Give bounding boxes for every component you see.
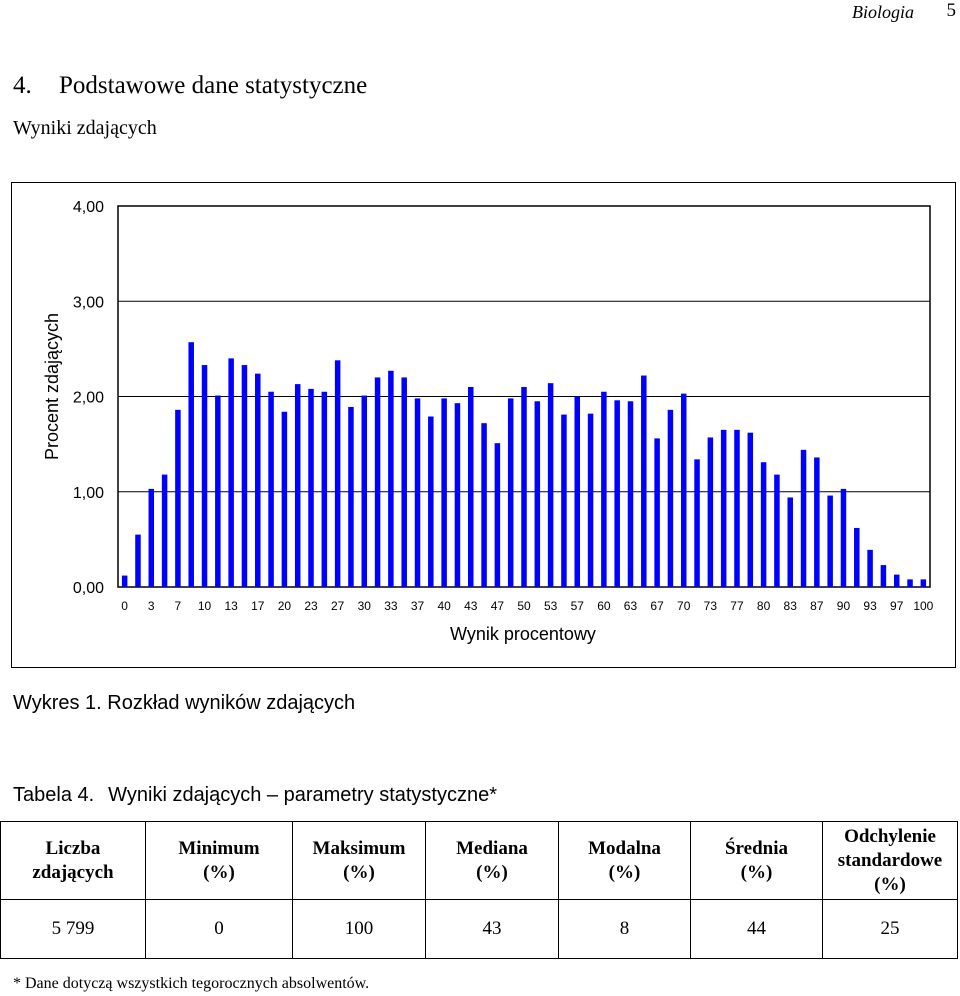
header-minimum: Minimum (%) xyxy=(146,822,293,900)
x-tick-label: 83 xyxy=(783,599,797,613)
x-tick-label: 7 xyxy=(174,599,182,613)
x-tick-label: 50 xyxy=(517,599,531,613)
table-header-row xyxy=(1,822,958,900)
chart-bar xyxy=(881,565,887,587)
value-mean: 44 xyxy=(691,900,823,959)
chart-bar xyxy=(654,438,660,587)
chart-bar xyxy=(415,398,421,587)
table-label: Tabela 4. xyxy=(13,784,95,806)
chart-bar xyxy=(295,384,301,587)
x-tick-label: 3 xyxy=(147,599,155,613)
chart-bar xyxy=(761,462,767,587)
value-minimum: 0 xyxy=(146,900,293,959)
chart-bar xyxy=(548,383,554,587)
header-median: Mediana (%) xyxy=(426,822,559,900)
chart-bar xyxy=(401,377,407,587)
chart-bar xyxy=(335,360,341,587)
chart-bar xyxy=(708,437,714,587)
chart-bar xyxy=(614,400,620,587)
subject-label: Biologia xyxy=(852,2,914,22)
chart-bar xyxy=(175,410,181,587)
header-std-dev: Odchylenie standardowe (%) xyxy=(823,822,958,900)
section-number: 4. xyxy=(13,72,32,99)
x-tick-label: 93 xyxy=(863,599,877,613)
y-tick-label: 3,00 xyxy=(72,294,104,312)
table-row xyxy=(1,900,958,959)
chart-bar xyxy=(468,387,474,587)
chart-bar xyxy=(495,443,501,587)
table-caption-text: Wyniki zdających – parametry statystyczne* xyxy=(108,784,498,806)
chart-bar xyxy=(841,489,847,587)
x-tick-label: 73 xyxy=(703,599,718,613)
x-tick-label: 40 xyxy=(437,599,451,613)
chart-bar xyxy=(867,550,873,587)
chart-bar xyxy=(801,450,807,587)
x-tick-label: 47 xyxy=(490,599,505,613)
chart-bar xyxy=(362,396,368,587)
y-tick-label: 1,00 xyxy=(72,484,104,502)
chart-bar xyxy=(322,392,328,587)
chart-bar xyxy=(282,412,288,587)
y-axis-title: Procent zdających xyxy=(42,312,62,461)
header-count: Liczba zdających xyxy=(1,822,146,900)
chart-bar xyxy=(535,401,541,587)
value-mode: 8 xyxy=(559,900,691,959)
chart-bar xyxy=(375,377,381,587)
chart-bar xyxy=(428,417,434,587)
chart-bar xyxy=(681,394,687,587)
value-maximum: 100 xyxy=(293,900,426,959)
chart-bar xyxy=(135,535,141,587)
chart-bar xyxy=(441,398,447,587)
x-tick-label: 30 xyxy=(357,599,371,613)
chart-bar xyxy=(561,415,567,587)
x-tick-label: 23 xyxy=(304,599,318,613)
x-tick-label: 20 xyxy=(277,599,292,613)
x-axis-title: Wynik procentowy xyxy=(450,624,596,644)
chart-bar xyxy=(588,414,594,587)
footnote: * Dane dotyczą wszystkich tegorocznych absolwentów. xyxy=(13,975,370,992)
chart-bar xyxy=(814,457,820,587)
chart-bar xyxy=(734,430,740,587)
chart-bar xyxy=(854,528,860,587)
chart-bar xyxy=(668,410,674,587)
chart-bar xyxy=(748,433,754,587)
chart-bar xyxy=(694,459,700,587)
chart-bar xyxy=(255,374,261,587)
value-count: 5 799 xyxy=(1,900,146,959)
x-tick-label: 33 xyxy=(384,599,398,613)
x-tick-label: 37 xyxy=(410,599,425,613)
x-tick-label: 87 xyxy=(810,599,824,613)
chart-bar xyxy=(787,497,793,587)
x-tick-label: 63 xyxy=(623,599,638,613)
x-tick-label: 17 xyxy=(251,599,265,613)
x-tick-label: 67 xyxy=(650,599,664,613)
x-tick-label: 53 xyxy=(543,599,558,613)
chart-bar xyxy=(202,365,208,587)
page-number: 5 xyxy=(946,0,956,21)
header-mode: Modalna (%) xyxy=(559,822,691,900)
chart-bar xyxy=(921,579,927,587)
x-tick-label: 97 xyxy=(890,599,904,613)
header-maximum: Maksimum (%) xyxy=(293,822,426,900)
x-tick-label: 70 xyxy=(677,599,691,613)
y-tick-label: 0,00 xyxy=(72,580,104,597)
x-tick-label: 57 xyxy=(570,599,584,613)
chart-bar xyxy=(774,475,780,587)
chart-bar xyxy=(601,392,607,587)
chart-bar xyxy=(481,423,487,587)
value-median: 43 xyxy=(426,900,559,959)
x-tick-label: 13 xyxy=(224,599,238,613)
chart-bar xyxy=(228,358,234,587)
chart-bar xyxy=(521,387,527,587)
chart-bar xyxy=(162,475,168,587)
x-tick-label: 77 xyxy=(730,599,744,613)
chart-bar xyxy=(907,579,913,587)
chart-bar xyxy=(574,397,580,588)
chart-bar xyxy=(348,407,354,587)
x-tick-label: 80 xyxy=(756,599,771,613)
chart-bar xyxy=(308,389,314,587)
chart-bar xyxy=(455,403,461,587)
chart-bar xyxy=(894,575,900,587)
chart-bar xyxy=(188,342,194,587)
table-caption xyxy=(13,784,497,807)
header-mean: Średnia (%) xyxy=(691,822,823,900)
x-tick-label: 100 xyxy=(913,599,934,613)
chart-bar xyxy=(268,392,274,587)
chart-bar xyxy=(215,396,221,587)
x-tick-label: 27 xyxy=(330,599,345,613)
chart-bar xyxy=(242,365,248,587)
chart-bar xyxy=(508,398,514,587)
chart-bar xyxy=(721,430,727,587)
chart-bar xyxy=(149,489,155,587)
chart-bar xyxy=(827,496,833,587)
x-tick-label: 60 xyxy=(597,599,611,613)
x-tick-label: 0 xyxy=(121,599,128,613)
y-tick-label: 4,00 xyxy=(72,199,104,216)
section-title-text: Podstawowe dane statystyczne xyxy=(59,72,368,99)
chart-bar xyxy=(628,401,634,587)
chart-bar xyxy=(641,376,647,587)
subtitle: Wyniki zdających xyxy=(13,117,157,139)
chart-bar xyxy=(388,371,394,587)
statistics-table xyxy=(0,821,958,959)
x-tick-label: 43 xyxy=(464,599,478,613)
x-tick-label: 90 xyxy=(836,599,851,613)
chart-bar xyxy=(122,576,128,587)
value-std-dev: 25 xyxy=(823,900,958,959)
chart-caption: Wykres 1. Rozkład wyników zdających xyxy=(13,692,356,714)
x-tick-label: 10 xyxy=(197,599,212,613)
y-tick-label: 2,00 xyxy=(72,389,104,407)
